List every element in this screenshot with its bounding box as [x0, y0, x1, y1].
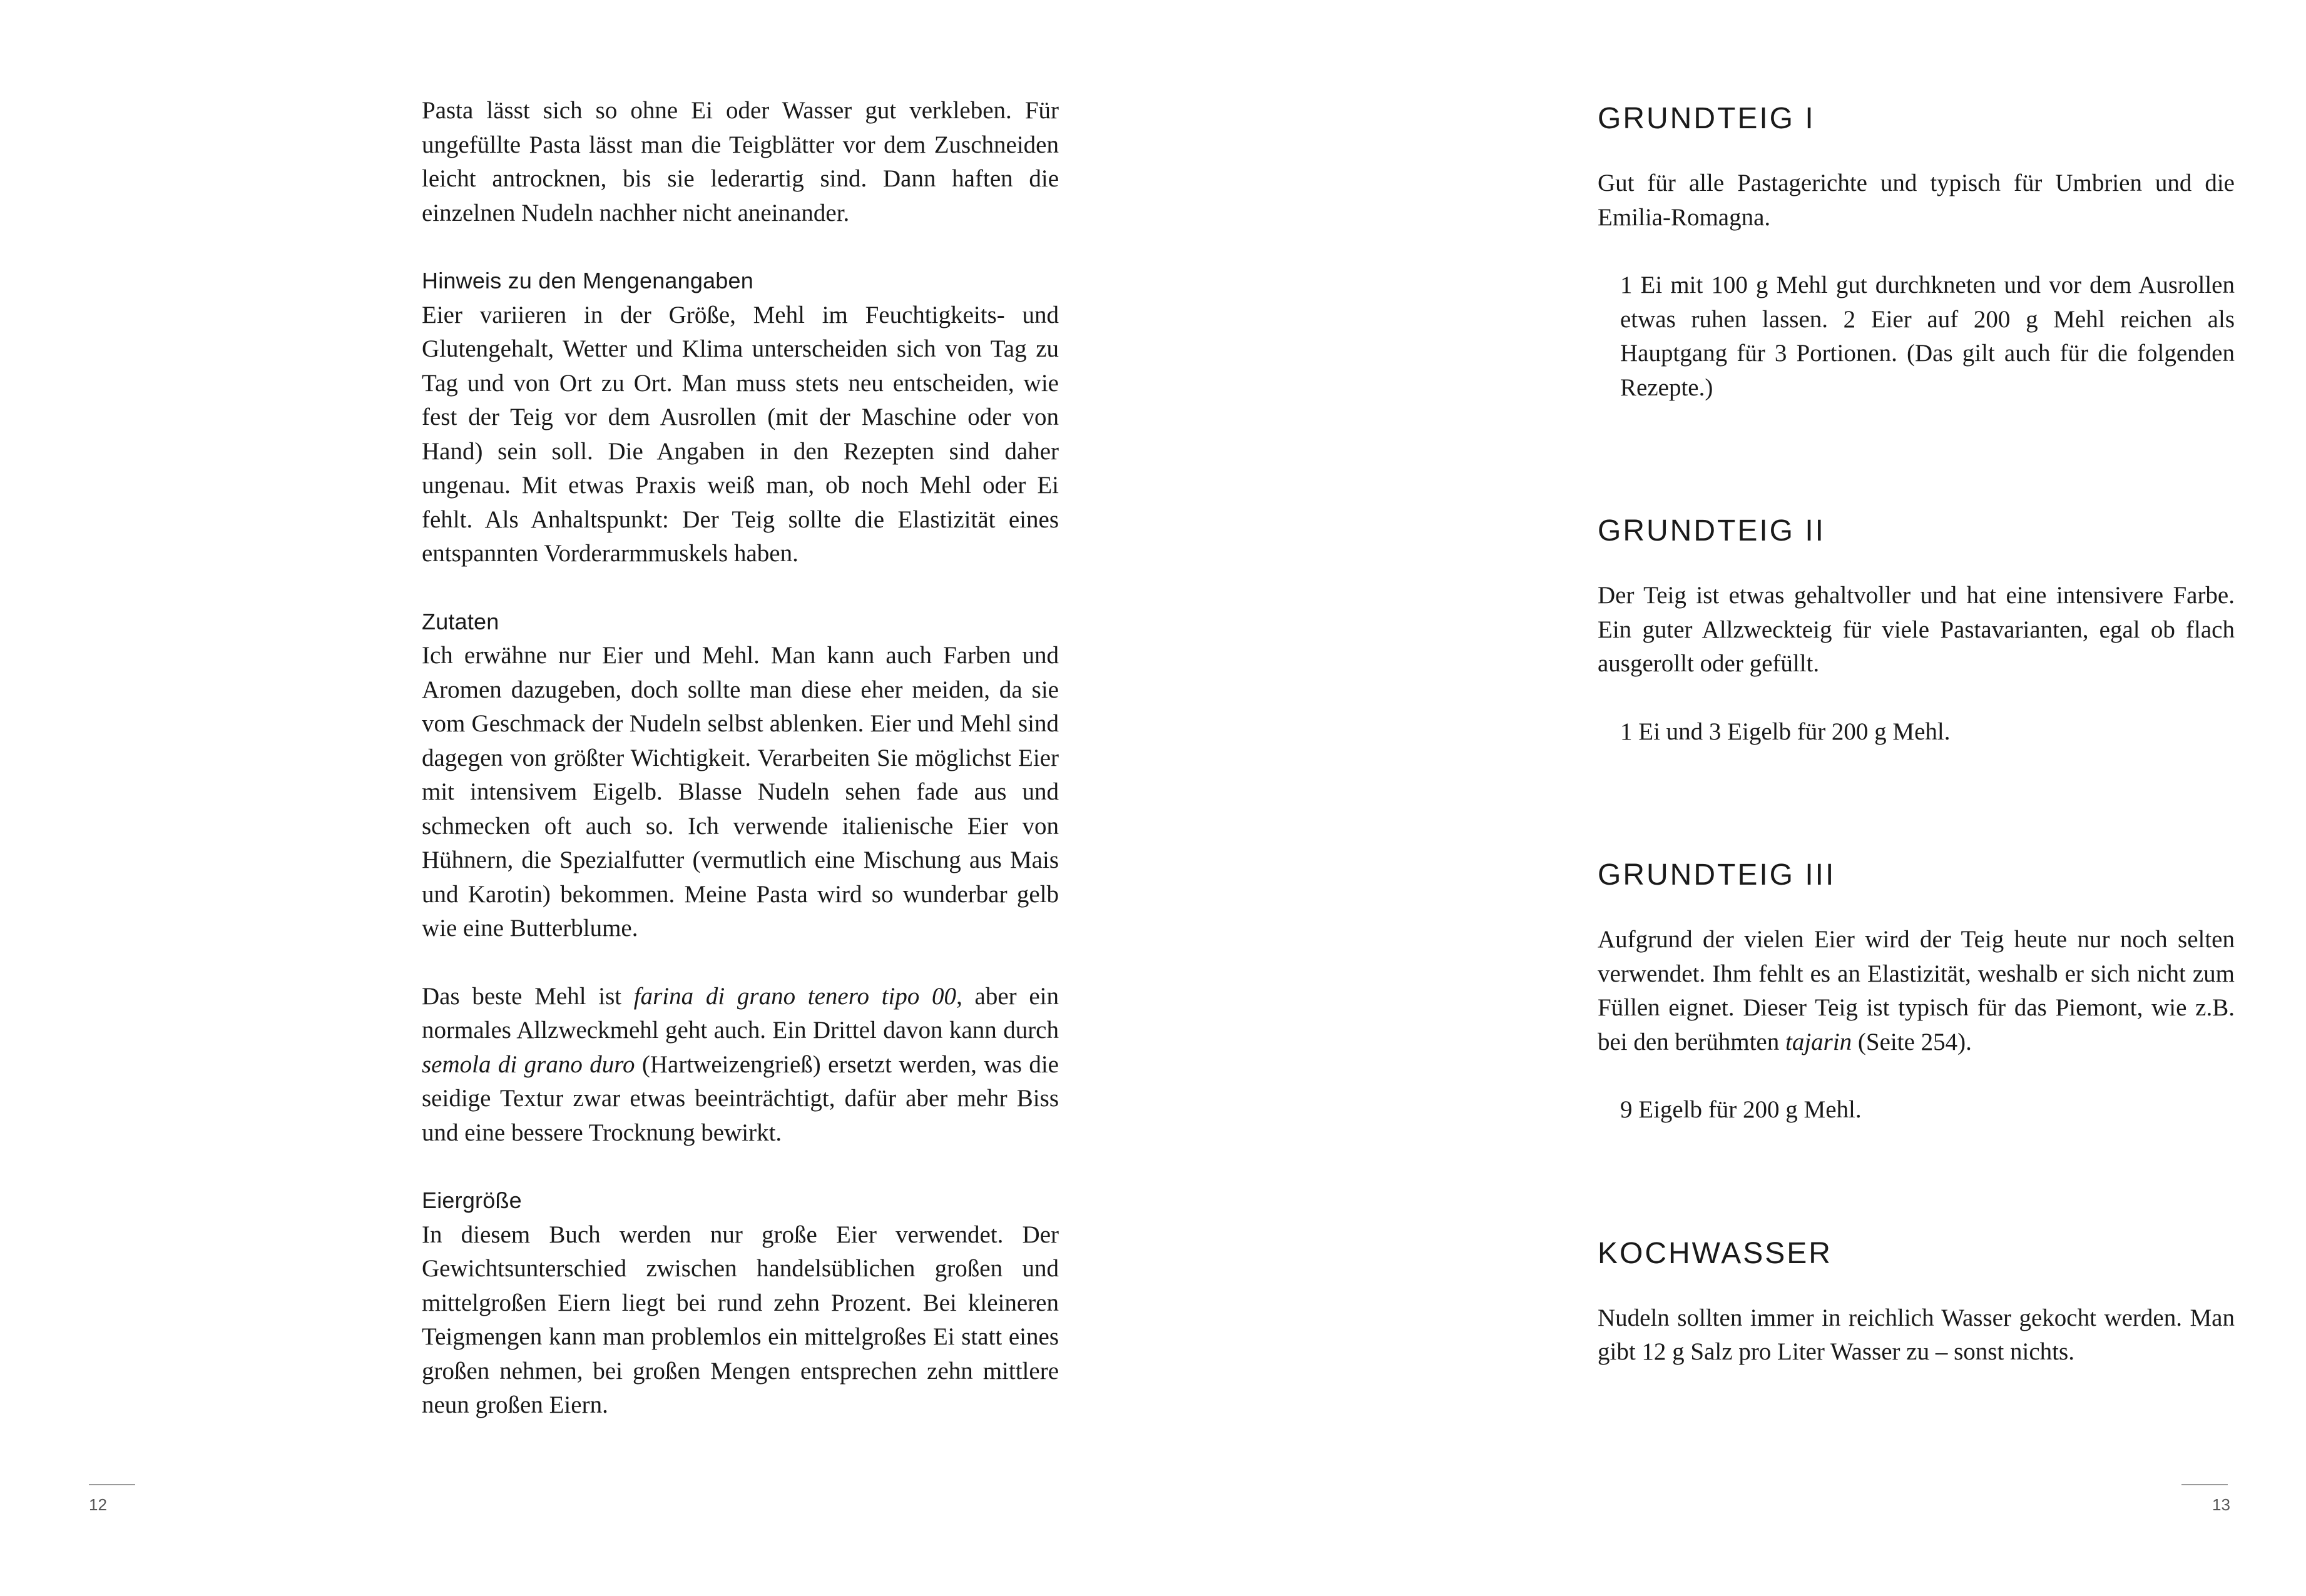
folio-rule-left [89, 1484, 135, 1485]
recipe-text: 9 Eigelb für 200 g Mehl. [1620, 1096, 1862, 1123]
flour-term-italic: farina di grano tenero tipo 00 [633, 982, 957, 1010]
flour-text-3: (Hartweizengrieß) ersetzt werden, was die seidige Textur zwar etwas beeinträchtigt, dafür aber mehr Biss und eine bessere Trocknung bewirkt. [422, 1050, 1059, 1146]
page-number-right: 13 [2212, 1495, 2230, 1514]
flour-text-2: , aber ein normales Allzweckmehl geht auch. Ein Drittel davon kann durch [422, 982, 1059, 1044]
section-intro: Nudeln sollten immer in reichlich Wasser gekocht werden. Man gibt 12 g Salz pro Liter Wasser zu – sonst nichts. [1598, 1304, 2235, 1365]
section-heading: KOCHWASSER [1598, 1236, 1832, 1270]
paragraph-quantities: Eier variieren in der Größe, Mehl im Feuchtigkeits- und Glutengehalt, Wetter und Klima unterscheiden sich von Tag zu Tag und von Ort zu Ort. Man muss stets neu entscheiden, wie fest der Teig vor dem Ausrollen (mit der Maschine oder von Hand) sein soll. Die Angaben in den Rezepten sind daher ungenau. Mit etwas Praxis weiß man, ob noch Mehl oder Ei fehlt. Als Anhaltspunkt: Der Teig sollte die Elastizität eines entspannten Vorderarmmuskels haben. [422, 301, 1059, 567]
section-intro [1598, 923, 2235, 1059]
recipe-text: 1 Ei und 3 Eigelb für 200 g Mehl. [1620, 718, 1951, 745]
subhead-ingredients: Zutaten [422, 608, 499, 634]
right-text-column [1598, 94, 2235, 1370]
tajarin-italic: tajarin [1785, 1028, 1852, 1055]
section-grundteig-3 [1598, 850, 2235, 1127]
section-grundteig-1 [1598, 94, 2235, 405]
section-heading: GRUNDTEIG III [1598, 858, 1836, 892]
intro-text-1: Aufgrund der vielen Eier wird der Teig heute nur noch selten verwendet. Ihm fehlt es an Elastizität, weshalb er sich nicht zum Füllen eignet. Dieser Teig ist typisch für das Piemont, wie z.B. bei den berühmten [1598, 926, 2235, 1055]
section-grundteig-2 [1598, 506, 2235, 749]
page-number-left: 12 [89, 1495, 107, 1514]
paragraph-flour [422, 980, 1059, 1151]
section-intro: Gut für alle Pastagerichte und typisch für Umbrien und die Emilia-Romagna. [1598, 170, 2235, 231]
section-heading: GRUNDTEIG II [1598, 514, 1826, 547]
semolina-term-italic: semola di grano duro [422, 1050, 635, 1078]
intro-text-2: (Seite 254). [1852, 1028, 1972, 1055]
recipe-text: 1 Ei mit 100 g Mehl gut durchkneten und vor dem Ausrollen etwas ruhen lassen. 2 Eier auf 200 g Mehl reichen als Hauptgang für 3 Portionen. (Das gilt auch für die folgenden Rezepte.) [1620, 272, 2235, 401]
section-intro: Der Teig ist etwas gehaltvoller und hat eine intensivere Farbe. Ein guter Allzweckteig für viele Pastavarianten, egal ob flach ausgerollt oder gefüllt. [1598, 582, 2235, 677]
flour-text-1: Das beste Mehl ist [422, 982, 634, 1010]
paragraph-ingredients: Ich erwähne nur Eier und Mehl. Man kann auch Farben und Aromen dazugeben, doch sollte man diese eher meiden, da sie vom Geschmack der Nudeln selbst ablenken. Eier und Mehl sind dagegen von größter Wichtigkeit. Verarbeiten Sie möglichst Eier mit intensivem Eigelb. Blasse Nudeln sehen fade aus und schmecken oft auch so. Ich verwende italienische Eier von Hühnern, die Spezialfutter (vermutlich eine Mischung aus Mais und Karotin) bekommen. Meine Pasta wird so wunderbar gelb wie eine Butterblume. [422, 642, 1059, 942]
left-text-column [422, 94, 1059, 1423]
section-kochwasser [1598, 1229, 2235, 1370]
section-heading: GRUNDTEIG I [1598, 102, 1815, 135]
paragraph-continuation: Pasta lässt sich so ohne Ei oder Wasser gut verkleben. Für ungefüllte Pasta lässt man die Teigblätter vor dem Zuschneiden leicht antrocknen, bis sie lederartig sind. Dann haften die einzelnen Nudeln nachher nicht aneinander. [422, 97, 1059, 226]
folio-rule-right [2181, 1484, 2228, 1485]
right-page [1153, 0, 2306, 1596]
paragraph-egg-size: In diesem Buch werden nur große Eier verwendet. Der Gewichtsunterschied zwischen handelsüblichen großen und mittelgroßen Eiern liegt bei rund zehn Prozent. Bei kleineren Teigmengen kann man problemlos ein mittelgroßes Ei statt eines großen nehmen, bei großen Mengen entsprechen zehn mittlere neun großen Eiern. [422, 1221, 1059, 1418]
subhead-egg-size: Eiergröße [422, 1187, 522, 1213]
subhead-quantities: Hinweis zu den Mengenangaben [422, 268, 753, 293]
